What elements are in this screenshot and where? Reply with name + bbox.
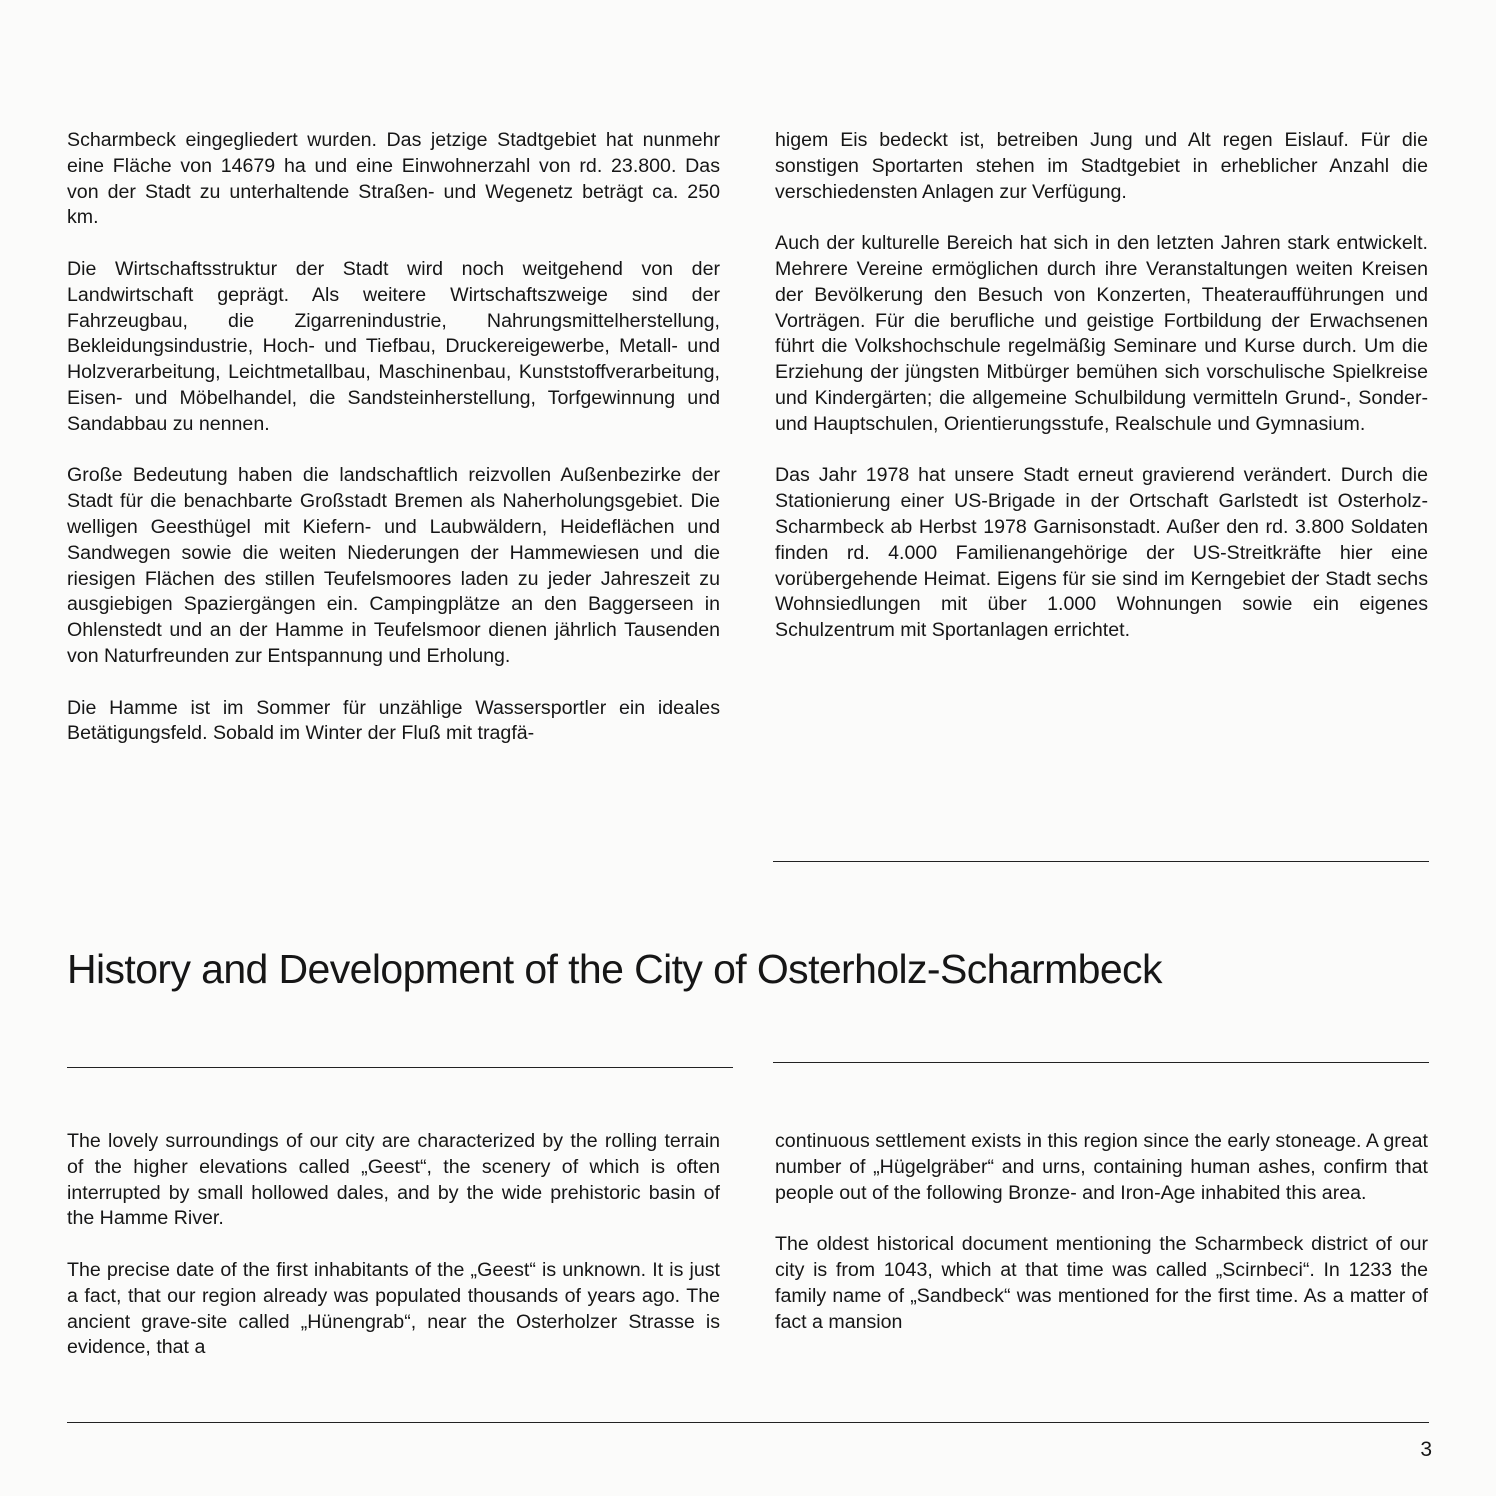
paragraph: The oldest historical document mentioning the Scharmbeck district of our city is from 1043, which at that time was called „Scirnbeci“. In 1233 the family name of „Sandbeck“ was mentioned for the first time. As a matter of fact a mansion bbox=[775, 1233, 1428, 1333]
paragraph: Die Hamme ist im Sommer für unzählige Wassersportler ein ideales Betätigungsfeld. Sobald im Winter der Fluß mit tragfä- bbox=[67, 696, 720, 745]
divider-rule bbox=[773, 1062, 1429, 1063]
divider-rule bbox=[67, 1067, 733, 1068]
paragraph: Große Bedeutung haben die landschaftlich reizvollen Außenbezirke der Stadt für die benachbarte Großstadt Bremen als Naherholungsgebiet. Die welligen Geesthügel mit Kiefern- und Laubwäldern, Heideflächen und Sandwegen sowie die weiten Niederungen der Hammewiesen und die riesigen Flächen des stillen Teufelsmoores laden zu jeder Jahreszeit zu ausgiebigen Spaziergängen ein. Campingplätze an den Baggerseen in Ohlenstedt und an der Hamme in Teufelsmoor dienen jährlich Tausenden von Naturfreunden zur Entspannung und Erholung. bbox=[67, 464, 720, 667]
paragraph: Auch der kulturelle Bereich hat sich in den letzten Jahren stark entwickelt. Mehrere Vereine ermöglichen durch ihre Veranstaltungen weiten Kreisen der Bevölkerung den Besuch von Konzerten, Theateraufführungen und Vorträgen. Für die berufliche und geistige Fortbildung der Erwachsenen führt die Volkshochschule regelmäßig Seminare und Kurse durch. Um die Erziehung der jüngsten Mitbürger bemühen sich vorschulische Spielkreise und Kindergärten; die allgemeine Schulbildung vermitteln Grund-, Sonder- und Hauptschulen, Orientierungsstufe, Realschule und Gymnasium. bbox=[775, 232, 1428, 435]
paragraph: continuous settlement exists in this region since the early stoneage. A great number of „Hügelgräber“ and urns, containing human ashes, confirm that people out of the following Bronze- and Iron-Age inhabited this area. bbox=[775, 1130, 1428, 1204]
paragraph: The precise date of the first inhabitants of the „Geest“ is unknown. It is just a fact, that our region already was populated thousands of years ago. The ancient grave-site called „Hünengrab“, near the Osterholzer Strasse is evidence, that a bbox=[67, 1258, 720, 1359]
english-text-right-column bbox=[775, 1129, 1428, 1361]
german-text-left-column bbox=[67, 128, 720, 773]
footer-rule bbox=[67, 1422, 1429, 1423]
german-text-right-column bbox=[775, 128, 1428, 670]
paragraph: higem Eis bedeckt ist, betreiben Jung und Alt regen Eislauf. Für die sonstigen Sportarten stehen im Stadtgebiet in erheblicher Anzahl die verschiedensten Anlagen zur Verfügung. bbox=[775, 129, 1428, 203]
section-heading: History and Development of the City of Osterholz-Scharmbeck bbox=[67, 946, 1162, 992]
paragraph: The lovely surroundings of our city are characterized by the rolling terrain of the higher elevations called „Geest“, the scenery of which is often interrupted by small hollowed dales, and by the wide prehistoric basin of the Hamme River. bbox=[67, 1130, 720, 1230]
english-text-left-column bbox=[67, 1129, 720, 1387]
paragraph: Das Jahr 1978 hat unsere Stadt erneut gravierend verändert. Durch die Stationierung einer US-Brigade in der Ortschaft Garlstedt ist Osterholz-Scharmbeck ab Herbst 1978 Garnisonstadt. Außer den rd. 3.800 Soldaten finden rd. 4.000 Familienangehörige der US-Streitkräfte hier eine vorübergehende Heimat. Eigens für sie sind im Kerngebiet der Stadt sechs Wohnsiedlungen mit über 1.000 Wohnungen sowie ein eigenes Schulzentrum mit Sportanlagen errichtet. bbox=[775, 464, 1428, 642]
divider-rule bbox=[773, 861, 1429, 862]
paragraph: Scharmbeck eingegliedert wurden. Das jetzige Stadtgebiet hat nunmehr eine Fläche von 14679 ha und eine Einwohnerzahl von rd. 23.800. Das von der Stadt zu unterhaltende Straßen- und Wegenetz beträgt ca. 250 km. bbox=[67, 129, 720, 229]
page-number: 3 bbox=[1420, 1438, 1432, 1461]
paragraph: Die Wirtschaftsstruktur der Stadt wird noch weitgehend von der Landwirtschaft geprägt. Als weitere Wirtschaftszweige sind der Fahrzeugbau, die Zigarrenindustrie, Nahrungsmittelherstellung, Bekleidungsindustrie, Hoch- und Tiefbau, Druckereigewerbe, Metall- und Holzverarbeitung, Leichtmetallbau, Maschinenbau, Kunststoffverarbeitung, Eisen- und Möbelhandel, die Sandsteinherstellung, Torfgewinnung und Sandabbau zu nennen. bbox=[67, 257, 720, 435]
